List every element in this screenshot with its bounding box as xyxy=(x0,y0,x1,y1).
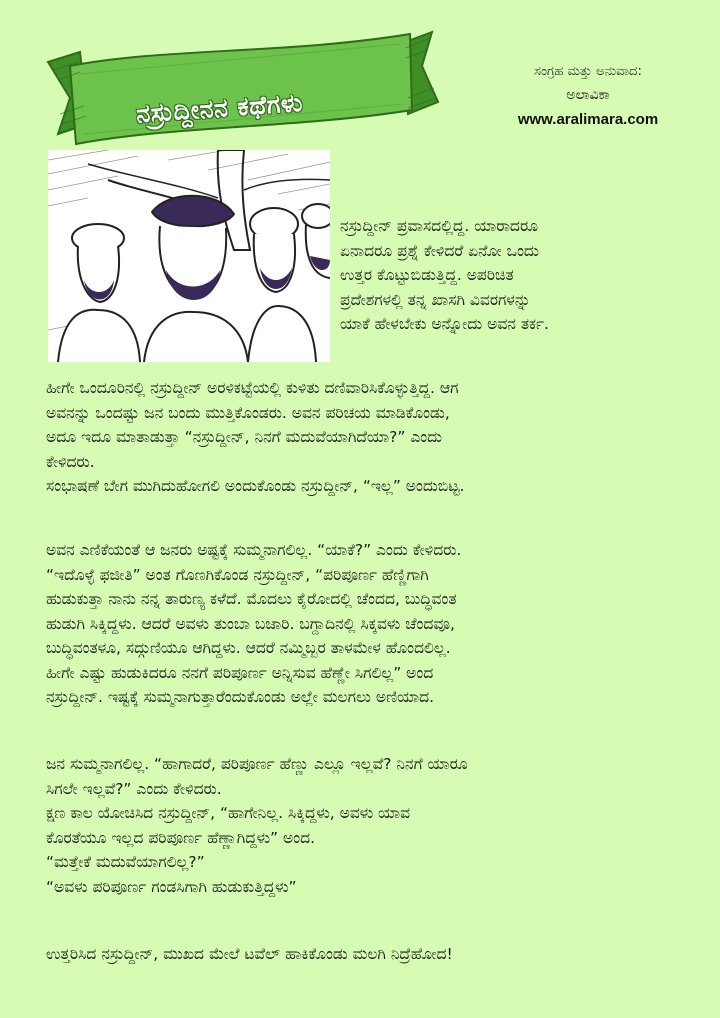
story-intro: ನಸ್ರುದ್ದೀನ್ ಪ್ರವಾಸದಲ್ಲಿದ್ದ. ಯಾರಾದರೂ ಏನಾದರೂ ಪ್ರಶ್ನೆ ಕೇಳಿದರೆ ಏನೋ ಒಂದು ಉತ್ತರ ಕೊಟ್ಟುಬಿಡುತ್ತಿದ್ದ. ಅಪರಿಚಿತ ಪ್ರದೇಶಗಳಲ್ಲಿ ತನ್ನ ಖಾಸಗಿ ವಿವರಗಳನ್ನು ಯಾಕೆ ಹೇಳಬೇಕು ಅನ್ನೋದು ಅವನ ತರ್ಕ. xyxy=(340,217,549,333)
credits-block xyxy=(468,64,708,128)
page-title: ನಸ್ರುದ್ದೀನನ ಕಥೆಗಳು xyxy=(135,87,304,129)
author-name: ಅಲಾವಿಕಾ xyxy=(566,87,610,103)
illustration-icon xyxy=(48,150,330,362)
credits-label: ಸಂಗ್ರಹ ಮತ್ತು ಅನುವಾದ: xyxy=(534,64,642,79)
story-paragraph-3: ಜನ ಸುಮ್ಮನಾಗಲಿಲ್ಲ. “ಹಾಗಾದರೆ, ಪರಿಪೂರ್ಣ ಹೆಣ್ಣು ಎಲ್ಲೂ ಇಲ್ಲವೆ? ನಿನಗೆ ಯಾರೂ ಸಿಗಲೇ ಇಲ್ಲವೆ?” ಎಂದು ಕೇಳಿದರು. ಕ್ಷಣ ಕಾಲ ಯೋಚಿಸಿದ ನಸ್ರುದ್ದೀನ್, “ಹಾಗೇನಿಲ್ಲ. ಸಿಕ್ಕಿದ್ದಳು, ಅವಳು ಯಾವ ಕೊರತೆಯೂ ಇಲ್ಲದ ಪರಿಪೂರ್ಣ ಹೆಣ್ಣಾಗಿದ್ದಳು” ಅಂದ. “ಮತ್ತೇಕೆ ಮದುವೆಯಾಗಲಿಲ್ಲ?” “ಅವಳು ಪರಿಪೂರ್ಣ ಗಂಡಸಿಗಾಗಿ ಹುಡುಕುತ್ತಿದ್ದಳು” xyxy=(46,755,468,896)
story-paragraph-4: ಉತ್ತರಿಸಿದ ನಸ್ರುದ್ದೀನ್, ಮುಖದ ಮೇಲೆ ಟವೆಲ್ ಹಾಕಿಕೊಂಡು ಮಲಗಿ ನಿದ್ರೆಹೋದ! xyxy=(46,945,453,963)
men-under-tree-illustration xyxy=(48,150,330,362)
title-banner xyxy=(40,14,440,164)
story-paragraph-2: ಅವನ ಎಣಿಕೆಯಂತೆ ಆ ಜನರು ಅಷ್ಟಕ್ಕೆ ಸುಮ್ಮನಾಗಲಿಲ್ಲ. “ಯಾಕೆ?” ಎಂದು ಕೇಳಿದರು. “ಇದೊಳ್ಳೆ ಫಜೀತಿ” ಅಂತ ಗೊಣಗಿಕೊಂಡ ನಸ್ರುದ್ದೀನ್, “ಪರಿಪೂರ್ಣ ಹೆಣ್ಣಿಗಾಗಿ ಹುಡುಕುತ್ತಾ ನಾನು ನನ್ನ ತಾರುಣ್ಯ ಕಳೆದೆ. ಮೊದಲು ಕೈರೋದಲ್ಲಿ ಚೆಂದದ, ಬುದ್ಧಿವಂತ ಹುಡುಗಿ ಸಿಕ್ಕಿದ್ದಳು. ಆದರೆ ಅವಳು ತುಂಬಾ ಬಜಾರಿ. ಬಗ್ದಾದಿನಲ್ಲಿ ಸಿಕ್ಕವಳು ಚೆಂದವೂ, ಬುದ್ಧಿವಂತಳೂ, ಸದ್ಗುಣಿಯೂ ಆಗಿದ್ದಳು. ಆದರೆ ನಮ್ಮಿಬ್ಬರ ತಾಳಮೇಳ ಹೊಂದಲಿಲ್ಲ. ಹೀಗೇ ಎಷ್ಟು ಹುಡುಕಿದರೂ ನನಗೆ ಪರಿಪೂರ್ಣ ಅನ್ನಿಸುವ ಹೆಣ್ಣೇ ಸಿಗಲಿಲ್ಲ” ಅಂದ ನಸ್ರುದ್ದೀನ್. ಇಷ್ಟಕ್ಕೆ ಸುಮ್ಮನಾಗುತ್ತಾರೆಂದುಕೊಂಡು ಅಲ್ಲೇ ಮಲಗಲು ಅಣಿಯಾದ. xyxy=(46,541,462,706)
story-paragraph-1: ಹೀಗೇ ಒಂದೂರಿನಲ್ಲಿ ನಸ್ರುದ್ದೀನ್ ಅರಳಿಕಟ್ಟೆಯಲ್ಲಿ ಕುಳಿತು ದಣಿವಾರಿಸಿಕೊಳ್ಳುತ್ತಿದ್ದ. ಆಗ ಅವನನ್ನು ಒಂದಷ್ಟು ಜನ ಬಂದು ಮುತ್ತಿಕೊಂಡರು. ಅವನ ಪರಿಚಯ ಮಾಡಿಕೊಂಡು, ಅದೂ ಇದೂ ಮಾತಾಡುತ್ತಾ “ನಸ್ರುದ್ದೀನ್, ನಿನಗೆ ಮದುವೆಯಾಗಿದೆಯಾ?” ಎಂದು ಕೇಳಿದರು. ಸಂಭಾಷಣೆ ಬೇಗ ಮುಗಿದುಹೋಗಲಿ ಅಂದುಕೊಂಡು ನಸ್ರುದ್ದೀನ್, “ಇಲ್ಲ” ಅಂದುಬಿಟ್ಟ. xyxy=(46,379,465,495)
website-link[interactable]: www.aralimara.com xyxy=(517,111,659,128)
